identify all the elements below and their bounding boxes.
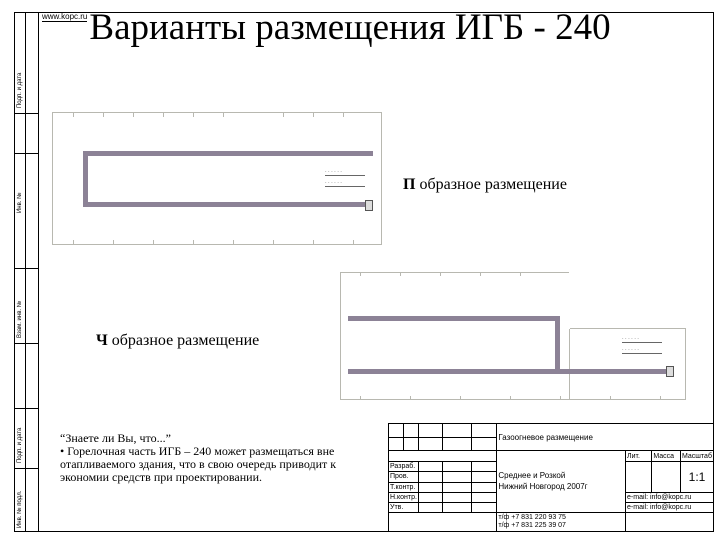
side-stamp (14, 12, 38, 532)
ch-shaped-label: Ч образное размещение (96, 332, 260, 349)
scale-value: 1:1 (681, 462, 714, 492)
burner-unit-icon (666, 366, 674, 377)
mass-header: Масса (652, 451, 681, 462)
stamp-row-label: Н.контр. (390, 493, 417, 501)
side-stamp-label: Подп. и дата (17, 72, 23, 108)
burner-pipe-vertical (555, 316, 560, 374)
burner-pipe-left (83, 151, 88, 207)
burner-pipe-bottom (83, 202, 368, 207)
lit-header: Лит. (626, 451, 652, 462)
scale-header: Масштаб (681, 451, 714, 462)
stamp-row-label: Т.контр. (389, 482, 419, 492)
email-cell: e-mail: info@kopc.ru (626, 502, 714, 512)
burner-pipe-bottom (348, 369, 668, 374)
plan-annotation: · · · · · · · · · · · · (622, 336, 662, 354)
burner-unit-icon (365, 200, 373, 211)
side-stamp-label: Подп. и дата (17, 427, 23, 463)
side-stamp-label: Инв. № подл. (17, 490, 23, 528)
page-title: Варианты размещения ИГБ - 240 (89, 7, 611, 48)
did-you-know-note (60, 432, 378, 484)
note-quote: “Знаете ли Вы, что...” (60, 431, 171, 445)
burner-pipe-top (348, 316, 558, 321)
stamp-row-label: Утв. (389, 502, 419, 512)
burner-pipe-top (83, 151, 373, 156)
side-stamp-label: Инв. № (17, 192, 23, 213)
title-block-name: Газоогневое размещение (497, 424, 714, 451)
plan-annotation: · · · · · · · · · · · · (325, 169, 365, 187)
site-link[interactable]: www.kopc.ru (42, 12, 88, 21)
phone-cell: т/ф +7 831 220 93 75 т/ф +7 831 225 39 07 (497, 512, 626, 531)
title-block (388, 423, 714, 532)
stamp-row-label: Пров. (389, 472, 419, 482)
stamp-row-label: Разраб. (389, 462, 419, 472)
email-cell: e-mail: info@kopc.ru (626, 492, 714, 502)
p-shaped-label: П образное размещение (403, 176, 567, 193)
note-bullet: • Горелочная часть ИГБ – 240 может размещаться вне отапливаемого здания, что в свою очередь приводит к экономии средств при проектировании. (60, 444, 337, 484)
ch-shaped-plan (340, 272, 686, 400)
side-stamp-label: Взам. инв. № (17, 300, 23, 338)
p-shaped-plan (52, 112, 382, 245)
company-cell: Среднее и Розкой Нижний Новгород 2007г (497, 451, 626, 513)
